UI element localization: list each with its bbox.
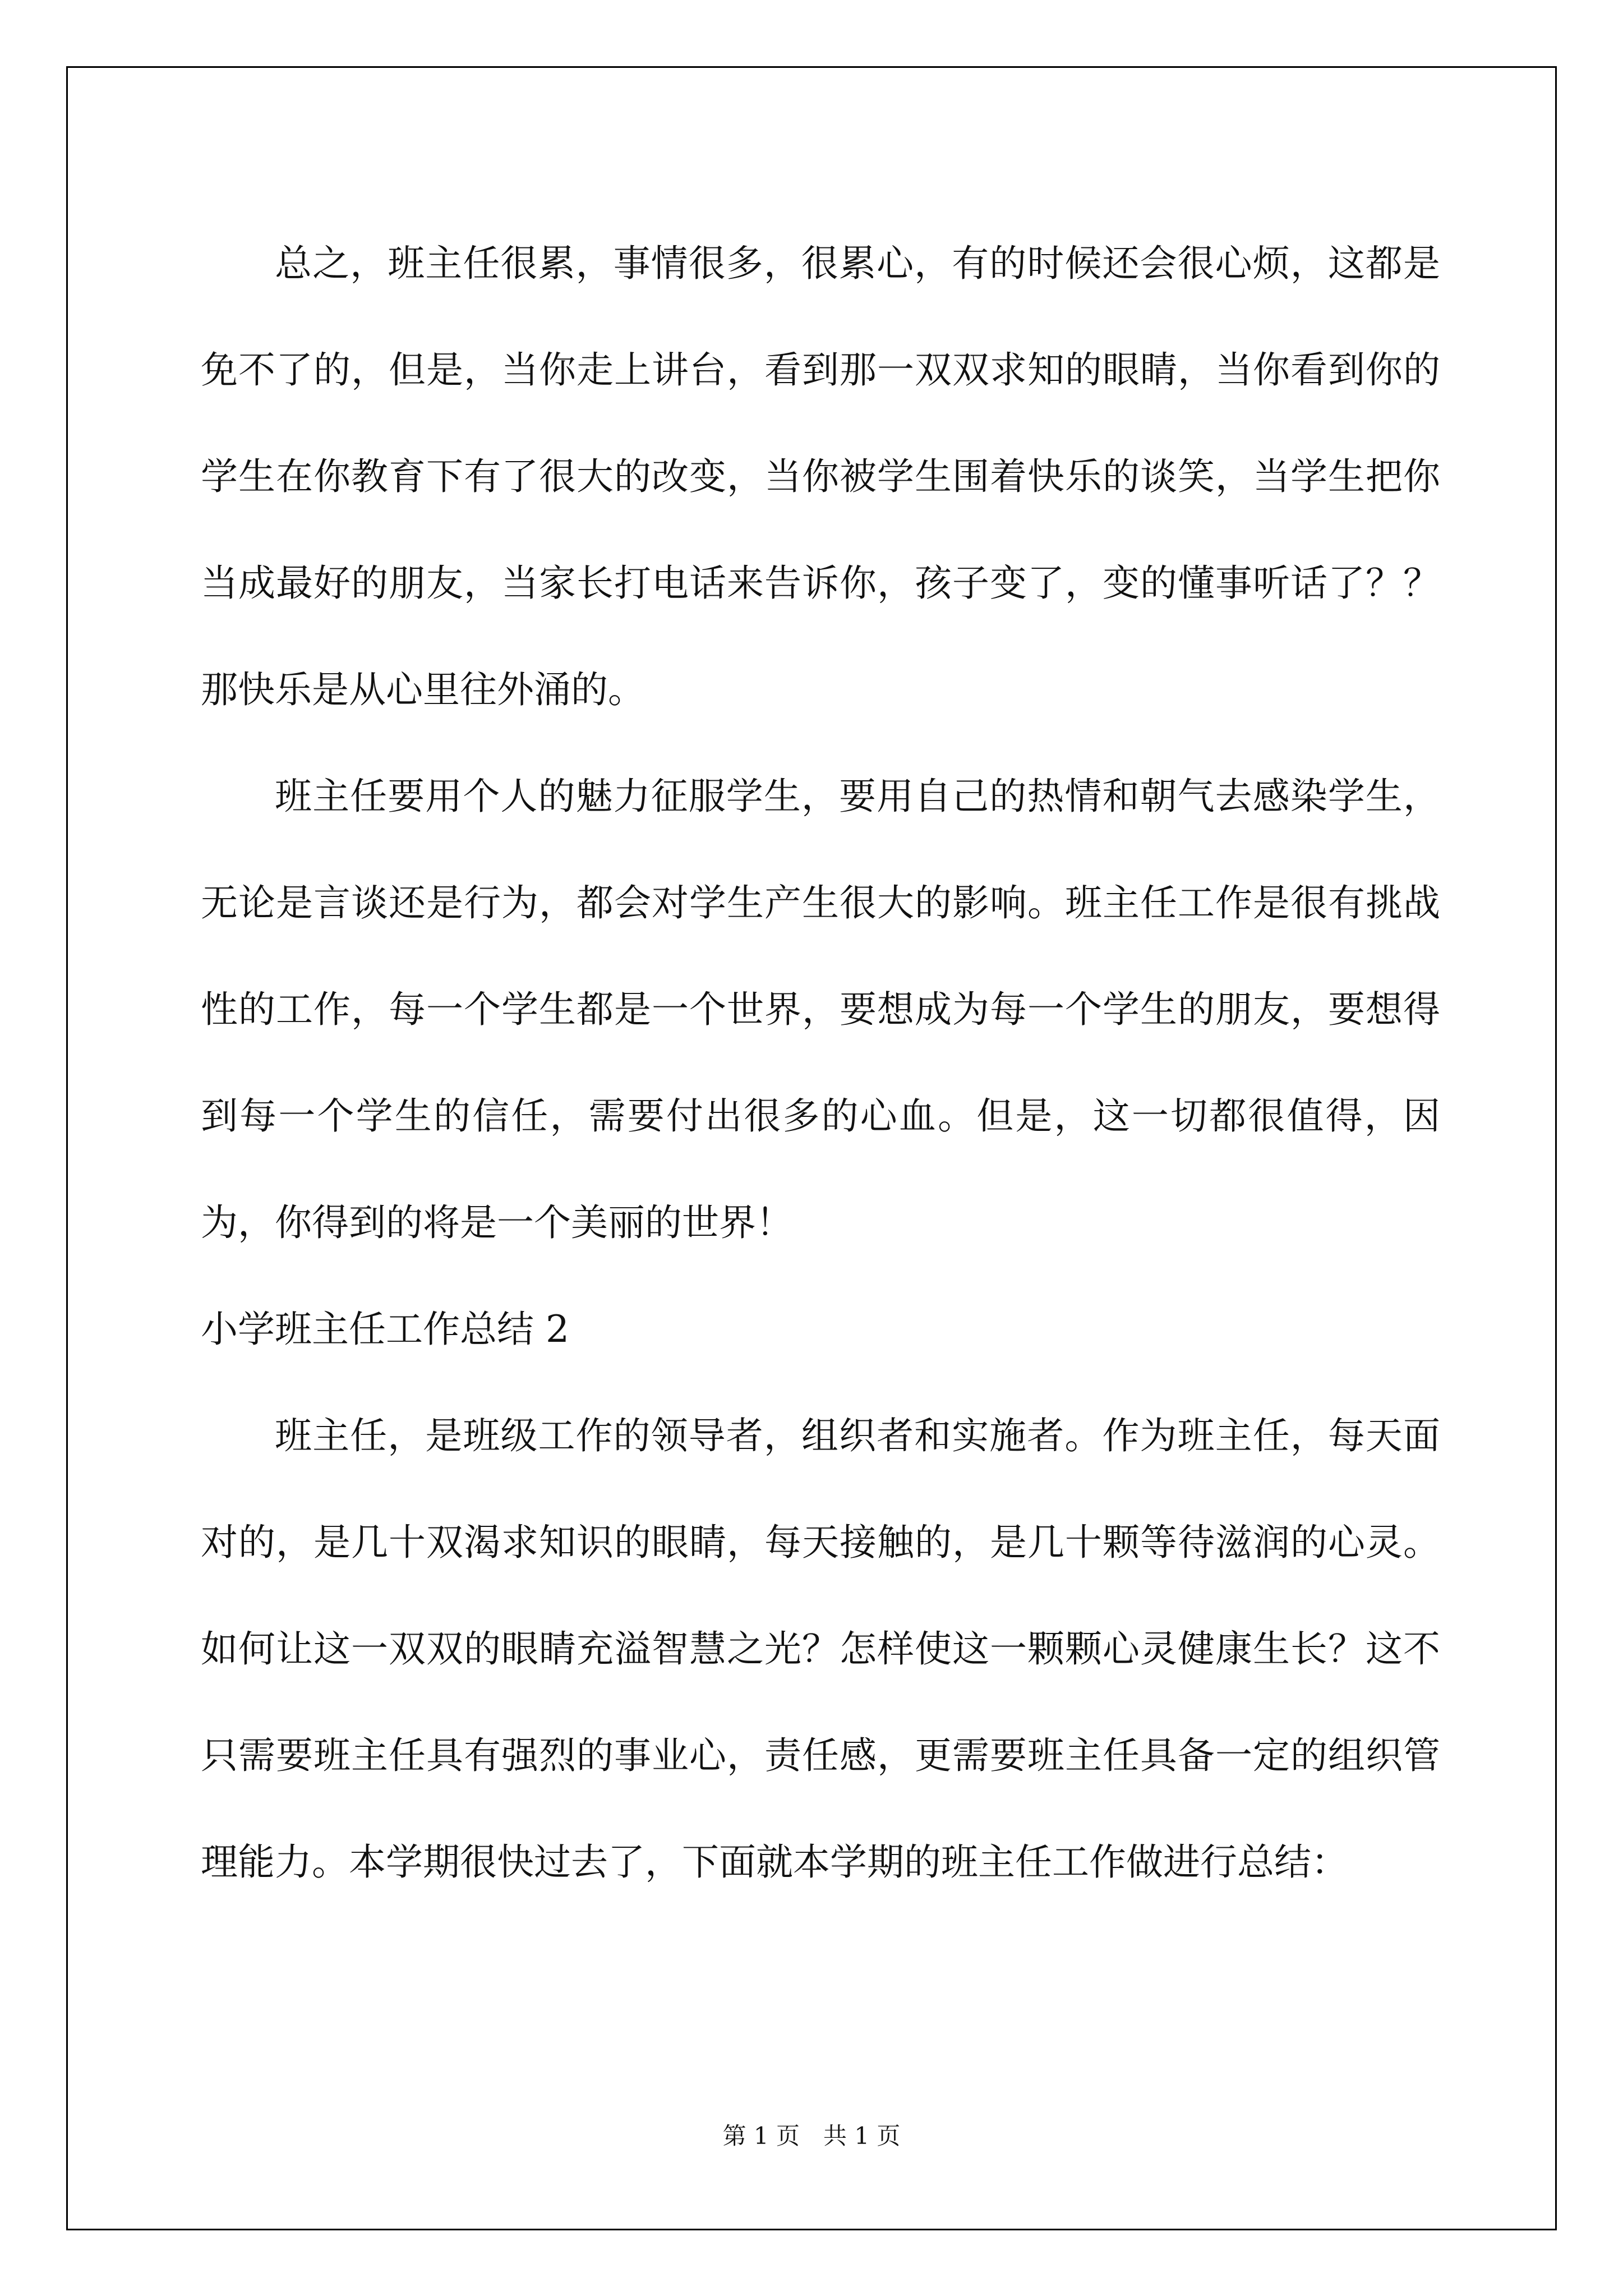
document-body [201,210,1440,1916]
page-footer: 第 1 页 共 1 页 [722,2122,901,2150]
paragraph-3: 班主任，是班级工作的领导者，组织者和实施者。作为班主任，每天面对的，是几十双渴求知识的眼睛，每天接触的，是几十颗等待滋润的心灵。如何让这一双双的眼睛充溢智慧之光？怎样使这一颗颗心灵健康生长？这不只需要班主任具有强烈的事业心，责任感，更需要班主任具备一定的组织管理能力。本学期很快过去了，下面就本学期的班主任工作做进行总结： [201,1414,1440,1884]
section-heading: 小学班主任工作总结 2 [201,1308,569,1351]
paragraph-1: 总之，班主任很累，事情很多，很累心，有的时候还会很心烦，这都是免不了的，但是，当你走上讲台，看到那一双双求知的眼睛，当你看到你的学生在你教育下有了很大的改变，当你被学生围着快乐的谈笑，当学生把你当成最好的朋友，当家长打电话来告诉你，孩子变了，变的懂事听话了？？ 那快乐是从心里往外涌的。 [201,242,1440,711]
paragraph-2: 班主任要用个人的魅力征服学生，要用自己的热情和朝气去感染学生，无论是言谈还是行为，都会对学生产生很大的影响。班主任工作是很有挑战性的工作，每一个学生都是一个世界，要想成为每一个学生的朋友，要想得到每一个学生的信任，需要付出很多的心血。但是，这一切都很值得，因为，你得到的将是一个美丽的世界！ [201,775,1440,1244]
